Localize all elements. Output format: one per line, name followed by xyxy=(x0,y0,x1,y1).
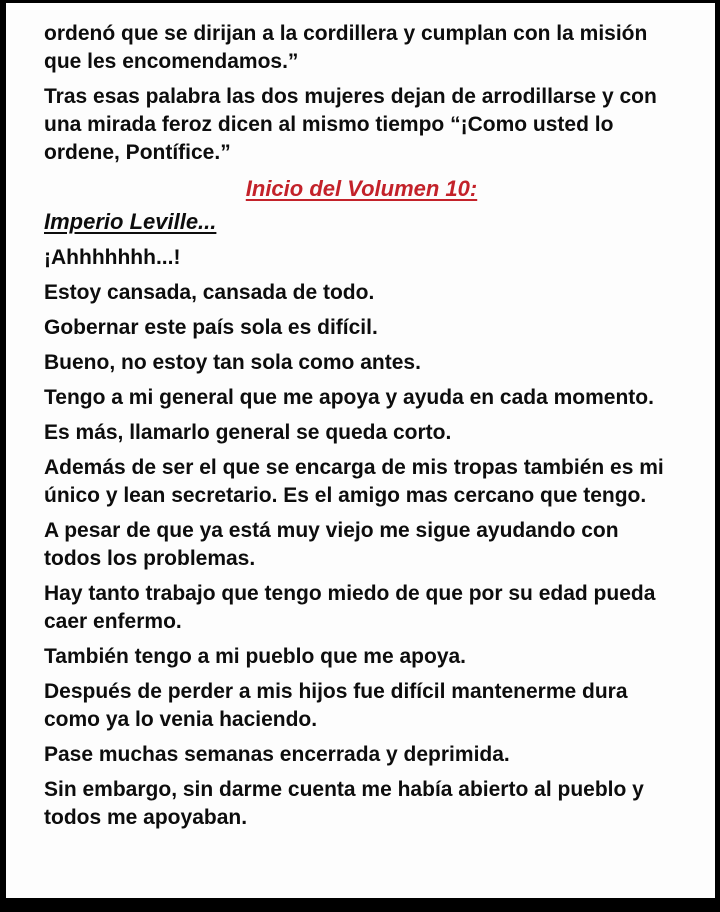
page-border-top xyxy=(0,0,720,3)
paragraph: Además de ser el que se encarga de mis tropas también es mi único y lean secretario. Es el amigo mas cercano que tengo. xyxy=(44,456,664,507)
volume-heading: Inicio del Volumen 10: xyxy=(245,176,478,201)
paragraph: Es más, llamarlo general se queda corto. xyxy=(44,421,452,444)
page-border-bottom xyxy=(0,898,720,912)
paragraph: También tengo a mi pueblo que me apoya. xyxy=(44,645,467,668)
paragraph: Tras esas palabra las dos mujeres dejan de arrodillarse y con una mirada feroz dicen al mismo tiempo “¡Como usted lo ordene, Pontífice.” xyxy=(44,85,657,164)
paragraph: A pesar de que ya está muy viejo me sigue ayudando con todos los problemas. xyxy=(44,519,619,570)
paragraph: Sin embargo, sin darme cuenta me había abierto al pueblo y todos me apoyaban. xyxy=(44,778,644,829)
paragraph: ordenó que se dirijan a la cordillera y cumplan con la misión que les encomendamos.” xyxy=(44,22,648,73)
page-border-left xyxy=(0,0,6,912)
paragraph: Gobernar este país sola es difícil. xyxy=(44,316,378,339)
document-body xyxy=(44,20,679,839)
paragraph: Hay tanto trabajo que tengo miedo de que por su edad pueda caer enfermo. xyxy=(44,582,656,633)
paragraph: Tengo a mi general que me apoya y ayuda en cada momento. xyxy=(44,386,654,409)
paragraph: Pase muchas semanas encerrada y deprimida. xyxy=(44,743,510,766)
page-border-right xyxy=(715,0,720,912)
paragraph: Después de perder a mis hijos fue difícil mantenerme dura como ya lo venia haciendo. xyxy=(44,680,628,731)
paragraph: ¡Ahhhhhhh...! xyxy=(44,246,181,269)
paragraph: Estoy cansada, cansada de todo. xyxy=(44,281,375,304)
paragraph: Bueno, no estoy tan sola como antes. xyxy=(44,351,421,374)
section-heading: Imperio Leville... xyxy=(44,209,217,234)
